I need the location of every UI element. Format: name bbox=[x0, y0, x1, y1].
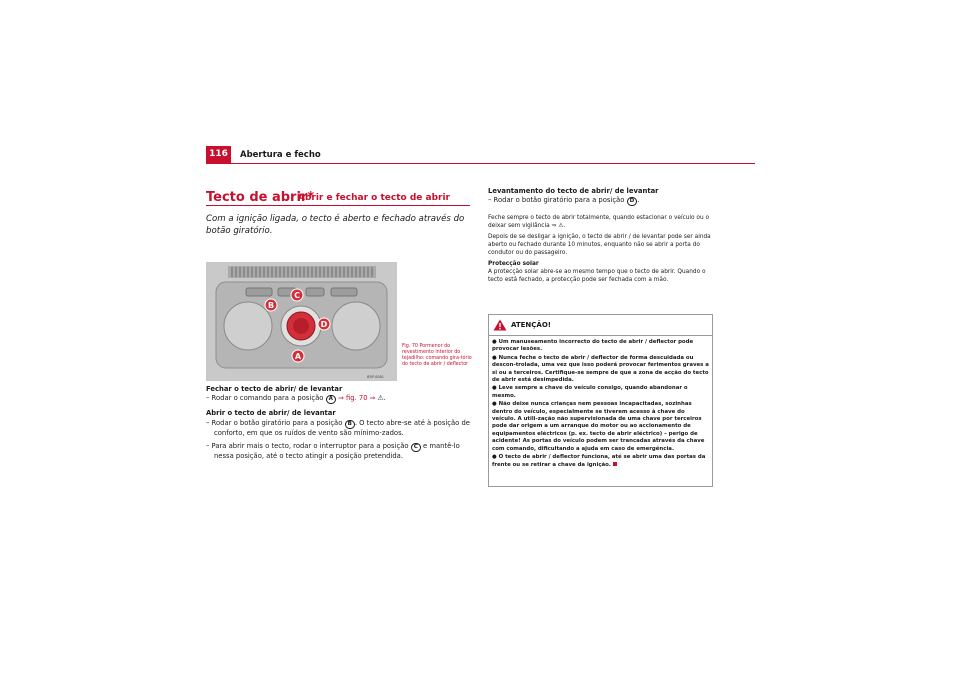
warning-intro bbox=[492, 339, 709, 354]
close-step-text: – Rodar o comando para a posição bbox=[206, 394, 324, 403]
para-close-always-text: Feche sempre o tecto de abrir totalmente, quando estacionar o veículo ou o deixar sem vigilância ⇒ bbox=[488, 215, 710, 230]
bullet-icon: ● bbox=[492, 401, 497, 408]
warning-item bbox=[492, 454, 709, 469]
warning-title: ATENÇÃO! bbox=[511, 321, 551, 329]
figure-caption: Fig. 70 Pormenor do revestimento interior do tejadilho: comando gira-tório do tecto de abrir / deflector bbox=[402, 344, 472, 367]
roof-control-illustration bbox=[206, 262, 397, 381]
open-step-2-text: – Para abrir mais o tecto, rodar o interruptor para a posição bbox=[206, 442, 409, 451]
left-column bbox=[206, 385, 474, 462]
position-label-c: C bbox=[411, 443, 421, 452]
lift-step: – Rodar o botão giratório para a posição D . bbox=[488, 196, 640, 205]
section-subtitle: Abrir e fechar o tecto de abrir bbox=[298, 193, 450, 203]
warning-small-icon: ⚠ bbox=[377, 394, 384, 403]
position-label-a: A bbox=[326, 395, 336, 404]
open-step-1 bbox=[206, 419, 474, 438]
open-step-2 bbox=[206, 442, 474, 461]
lift-step-text: – Rodar o botão giratório para a posição bbox=[488, 196, 625, 205]
bullet-icon: ● bbox=[492, 385, 497, 392]
header-rule bbox=[206, 163, 755, 164]
callout-a: A bbox=[294, 352, 302, 361]
warning-item bbox=[492, 401, 709, 453]
page-number: 116 bbox=[206, 146, 231, 163]
warning-small-icon: ⚠ bbox=[558, 223, 564, 230]
bullet-icon: ● bbox=[492, 454, 497, 461]
para-sun: A protecção solar abre-se ao mesmo tempo que o tecto de abrir. Quando o tecto está fechado, a protecção pode ser fechada com a mão. bbox=[488, 269, 706, 284]
close-heading: Fechar o tecto de abrir/ de levantar bbox=[206, 385, 343, 393]
para-ignition: Depois de se desligar a ignição, o tecto de abrir / de levantar pode ser ainda aberto ou fechado durante 10 minutos, enquanto não se abrir a porta do condutor ou do passageiro. bbox=[488, 234, 711, 257]
para-close-always: Feche sempre o tecto de abrir totalmente, quando estacionar o veículo ou o deixar sem vigilância ⇒ ⚠. bbox=[488, 215, 710, 230]
bullet-icon: ● bbox=[492, 339, 497, 345]
sun-heading: Protecção solar bbox=[488, 261, 539, 268]
warning-triangle-icon bbox=[493, 319, 507, 331]
figure-code: B5P-0081 bbox=[367, 375, 384, 379]
position-label-b: B bbox=[345, 420, 355, 429]
warning-item-text: Nunca feche o tecto de abrir / deflector de forma descuidada ou descon-trolada, uma vez que isso poderá provocar ferimentos graves a si ou a terceiros. Certifique-se sempre de que a zona de acção do tecto de abrir está desimpedida. bbox=[492, 354, 709, 384]
roof-control-figure bbox=[206, 262, 397, 381]
section-end-mark bbox=[613, 462, 617, 466]
warning-item bbox=[492, 355, 709, 385]
figure-ref-link[interactable]: ⇒ fig. 70 ⇒ bbox=[338, 394, 376, 403]
warning-intro-text: Um manuseamento incorrecto do tecto de abrir / deflector pode provocar lesões. bbox=[492, 339, 694, 353]
open-step-1-rest: . O tecto abre-se até à posição de conforto, em que os ruídos de vento são mínimo-zados. bbox=[214, 418, 470, 437]
section-title: Tecto de abrir* bbox=[206, 190, 315, 205]
position-label-d: D bbox=[627, 197, 638, 206]
right-column bbox=[488, 187, 713, 284]
open-step-1-text: – Rodar o botão giratório para a posição bbox=[206, 418, 343, 427]
lift-heading: Levantamento do tecto de abrir/ de levantar bbox=[488, 187, 659, 195]
close-step: – Rodar o comando para a posição A ⇒ fig. 70 ⇒ ⚠. bbox=[206, 394, 386, 403]
open-heading: Abrir o tecto de abrir/ de levantar bbox=[206, 409, 336, 418]
warning-header bbox=[489, 315, 712, 336]
section-intro: Com a ignição ligada, o tecto é aberto e fechado através do botão giratório. bbox=[206, 214, 465, 236]
callout-d: D bbox=[320, 320, 328, 329]
open-step-2-rest: e mantê-lo nessa posição, até o tecto atingir a posição pretendida. bbox=[214, 442, 460, 461]
warning-box bbox=[488, 314, 713, 487]
callout-b: B bbox=[267, 301, 275, 310]
warning-item bbox=[492, 385, 709, 400]
bullet-icon: ● bbox=[492, 354, 497, 361]
running-title: Abertura e fecho bbox=[240, 150, 321, 160]
warning-body bbox=[489, 336, 712, 469]
subtitle-rule bbox=[206, 205, 470, 206]
warning-item-text: Não deixe nunca crianças nem pessoas incapacitadas, sozinhas dentro do veículo, especialmente se tiverem acesso à chave do veículo. A utili-zação não supervisionada de uma chave por terceiros pode dar origem a um arranque do motor ou ao accionamento de equipamentos eléctricos (p. ex. tecto de abrir eléctrico) – perigo de acidente! As portas do veículo podem ser trancadas através da chave com comando, dificultando a ajuda em caso de emergência. bbox=[492, 401, 705, 452]
warning-item-text: O tecto de abrir / deflector funciona, até se abrir uma das portas da frente ou se retirar a chave da ignição. bbox=[492, 454, 706, 468]
warning-item-text: Leve sempre a chave do veículo consigo, quando abandonar o mesmo. bbox=[492, 385, 688, 399]
callout-c: C bbox=[294, 291, 300, 300]
